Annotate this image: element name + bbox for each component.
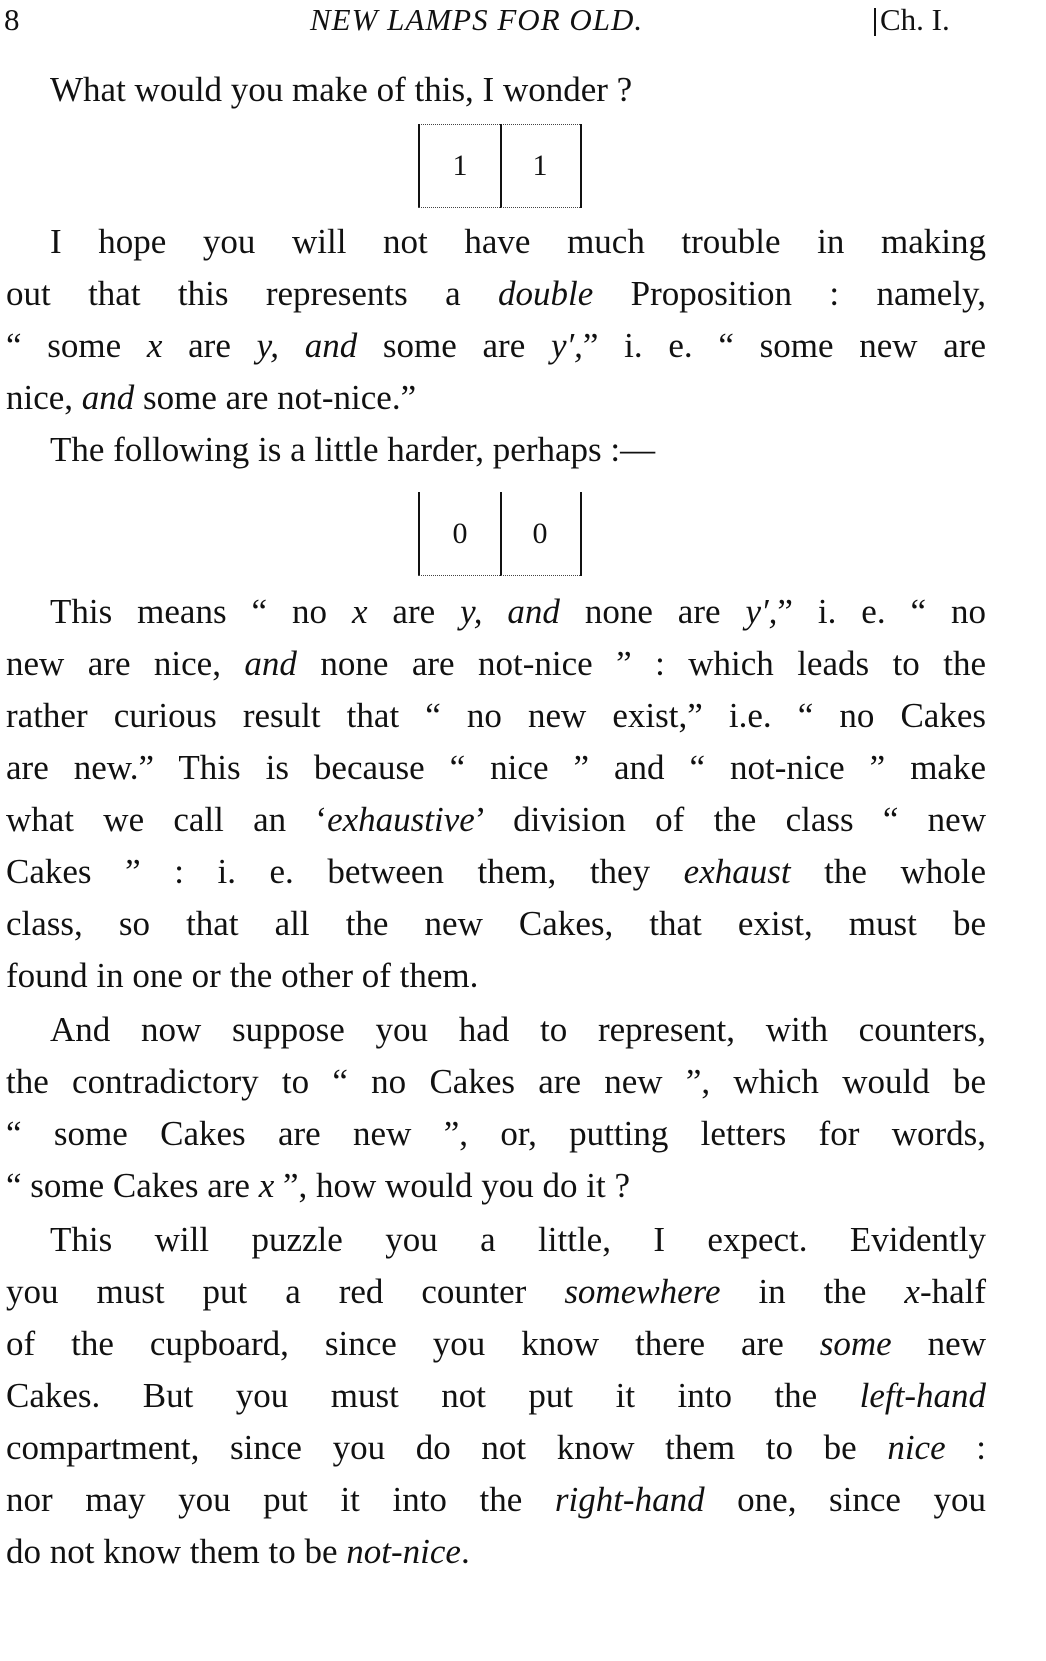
text-line: This will puzzle you a little, I expect. Evidently [50, 1220, 986, 1259]
text-line: nor may you put it into the right-hand one, since you [6, 1480, 987, 1519]
text-line: rather curious result that “ no new exist,” i.e. “ no Cakes [6, 696, 986, 735]
text-line: you must put a red counter somewhere in the x-half [6, 1272, 987, 1311]
text-line: new are nice, and none are not-nice ” : which leads to the [6, 644, 986, 683]
text-line: nice, and some are not-nice.” [6, 378, 417, 417]
diagram-bottom-edge [418, 575, 580, 576]
text-line: found in one or the other of them. [6, 956, 479, 995]
counter-diagram-2 [416, 492, 582, 576]
diagram-cell-right: 1 [500, 124, 582, 208]
text-line: I hope you will not have much trouble in making [50, 222, 986, 261]
text-line: are new.” This is because “ nice ” and “ not-nice ” make [6, 748, 986, 787]
text-line: of the cupboard, since you know there are some new [6, 1324, 986, 1363]
running-header [0, 0, 1046, 40]
text-line: “ some Cakes are x ”, how would you do it ? [6, 1166, 631, 1205]
text-line: class, so that all the new Cakes, that exist, must be [6, 904, 986, 943]
text-line: The following is a little harder, perhaps :— [50, 430, 656, 469]
text-line: do not know them to be not-nice. [6, 1532, 470, 1571]
text-line: “ some Cakes are new ”, or, putting letters for words, [6, 1114, 986, 1153]
counter-diagram-1 [416, 124, 582, 208]
text-line: What would you make of this, I wonder ? [50, 70, 633, 109]
diagram-cell-right: 0 [500, 492, 582, 576]
diagram-cell-left: 0 [418, 492, 502, 576]
text-line: the contradictory to “ no Cakes are new ”, which would be [6, 1062, 986, 1101]
text-line: “ some x are y, and some are y′,” i. e. “ some new are [6, 326, 987, 365]
text-line: This means “ no x are y, and none are y′,” i. e. “ no [50, 592, 986, 631]
text-line: what we call an ‘exhaustive’ division of the class “ new [6, 800, 986, 839]
text-line: Cakes ” : i. e. between them, they exhaust the whole [6, 852, 986, 891]
text-line: compartment, since you do not know them to be nice : [6, 1428, 986, 1467]
page-number: 8 [4, 2, 20, 37]
diagram-cell-left: 1 [418, 124, 502, 208]
diagram-bottom-edge [418, 207, 580, 208]
running-title: NEW LAMPS FOR OLD. [310, 2, 644, 37]
text-line: And now suppose you had to represent, with counters, [50, 1010, 986, 1049]
text-line: Cakes. But you must not put it into the left-hand [6, 1376, 986, 1415]
chapter-label: Ch. I. [880, 2, 950, 37]
text-line: out that this represents a double Proposition : namely, [6, 274, 986, 313]
